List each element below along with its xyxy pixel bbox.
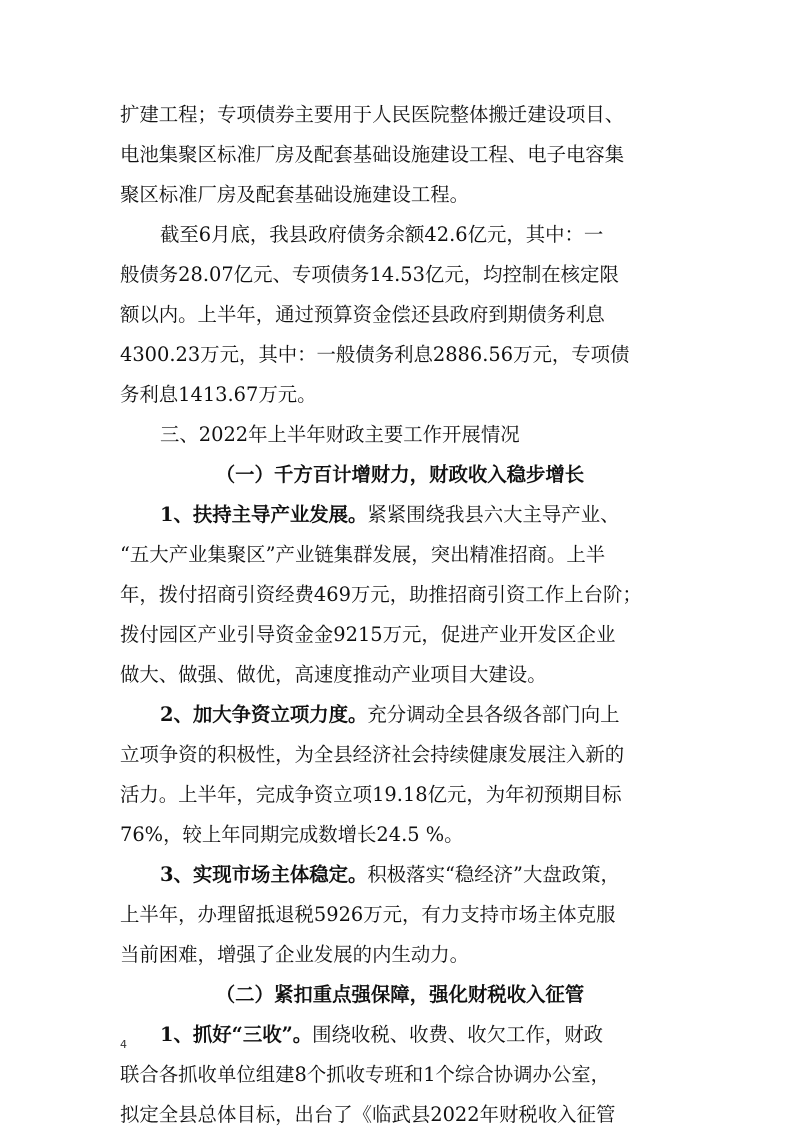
paragraph-line (120, 615, 680, 655)
paragraph-line (120, 495, 680, 535)
paragraph-line (120, 375, 680, 415)
subsection-heading (120, 975, 680, 1015)
text: 4300.23万元，其中：一般债务利息2886.56万元，专项债 (120, 343, 630, 366)
text: 立项争资的积极性，为全县经济社会持续健康发展注入新的 (120, 743, 625, 766)
paragraph-line (120, 775, 680, 815)
text: 紧紧围绕我县六大主导产业、 (367, 503, 620, 526)
text: 围绕收税、收费、收欠工作，财政 (312, 1023, 604, 1046)
document-body (120, 95, 680, 1135)
paragraph-line (120, 575, 680, 615)
paragraph-line (120, 1095, 680, 1135)
paragraph-line (120, 815, 680, 855)
text: 活力。上半年，完成争资立项19.18亿元，为年初预期目标 (120, 783, 622, 806)
text: 做大、做强、做优，高速度推动产业项目大建设。 (120, 663, 547, 686)
text: （二）紧扣重点强保障，强化财税收入征管 (215, 983, 585, 1006)
paragraph-line (120, 255, 680, 295)
text: 扩建工程；专项债券主要用于人民医院整体搬迁建设项目、 (120, 103, 625, 126)
paragraph-line (120, 535, 680, 575)
text: 拨付园区产业引导资金金9215万元，促进产业开发区企业 (120, 623, 616, 646)
item-heading: 3、实现市场主体稳定。 (160, 863, 368, 886)
paragraph-line (120, 295, 680, 335)
paragraph-line (120, 655, 680, 695)
paragraph-line (120, 935, 680, 975)
text: 充分调动全县各级各部门向上 (367, 703, 620, 726)
text: 务利息1413.67万元。 (120, 383, 317, 406)
paragraph-line (120, 895, 680, 935)
paragraph-line (120, 95, 680, 135)
page-number: 4 (120, 1038, 127, 1051)
text: 截至6月底，我县政府债务余额42.6亿元，其中：一 (160, 223, 604, 246)
text: 三、2022年上半年财政主要工作开展情况 (160, 423, 520, 446)
text: 额以内。上半年，通过预算资金偿还县政府到期债务利息 (120, 303, 605, 326)
item-heading: 1、扶持主导产业发展。 (160, 503, 368, 526)
paragraph-line (120, 215, 680, 255)
paragraph-line (120, 175, 680, 215)
text: 般债务28.07亿元、专项债务14.53亿元，均控制在核定限 (120, 263, 619, 286)
paragraph-line (120, 855, 680, 895)
text: 聚区标准厂房及配套基础设施建设工程。 (120, 183, 470, 206)
text: “五大产业集聚区”产业链集群发展，突出精准招商。上半 (120, 543, 606, 566)
paragraph-line (120, 1015, 680, 1055)
section-heading (120, 415, 680, 455)
text: 上半年，办理留抵退税5926万元，有力支持市场主体克服 (120, 903, 616, 926)
text: 积极落实“稳经济”大盘政策， (367, 863, 620, 886)
text: 联合各抓收单位组建8个抓收专班和1个综合协调办公室， (120, 1063, 611, 1086)
item-heading: 2、加大争资立项力度。 (160, 703, 368, 726)
paragraph-line (120, 695, 680, 735)
subsection-heading (120, 455, 680, 495)
text: 年，拨付招商引资经费469万元，助推招商引资工作上台阶； (120, 583, 642, 606)
paragraph-line (120, 1055, 680, 1095)
paragraph-line (120, 335, 680, 375)
text: （一）千方百计增财力，财政收入稳步增长 (215, 463, 585, 486)
item-heading: 1、抓好“三收”。 (160, 1023, 313, 1046)
text: 电池集聚区标准厂房及配套基础设施建设工程、电子电容集 (120, 143, 625, 166)
paragraph-line (120, 735, 680, 775)
text: 76%，较上年同期完成数增长24.5 %。 (120, 823, 464, 846)
text: 拟定全县总体目标，出台了《临武县2022年财税收入征管 (120, 1103, 616, 1126)
paragraph-line (120, 135, 680, 175)
text: 当前困难，增强了企业发展的内生动力。 (120, 943, 470, 966)
